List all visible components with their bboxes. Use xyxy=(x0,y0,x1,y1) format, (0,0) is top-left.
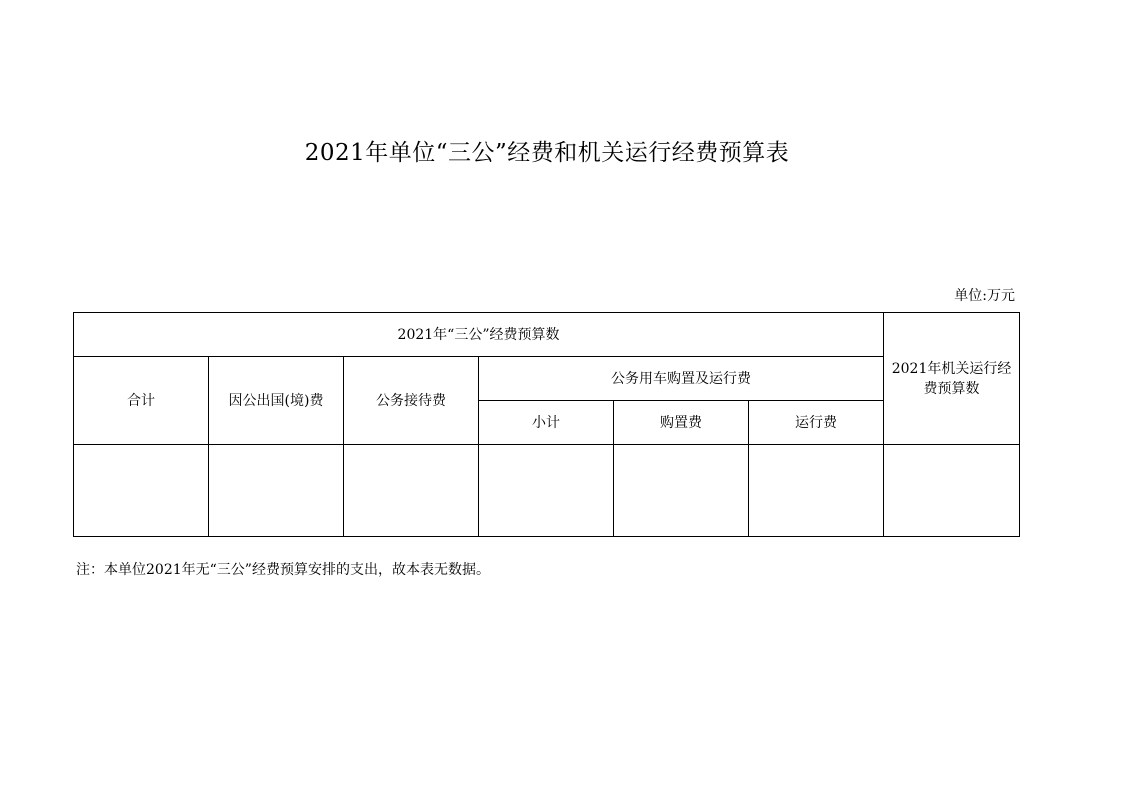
header-reception-expense: 公务接待费 xyxy=(344,357,479,445)
table-header-row-1 xyxy=(74,313,1020,357)
table-cell-abroad xyxy=(209,445,344,537)
header-abroad-expense: 因公出国(境)费 xyxy=(209,357,344,445)
footnote: 注：本单位2021年无“三公”经费预算安排的支出，故本表无数据。 xyxy=(76,562,490,578)
table-cell-operating xyxy=(884,445,1020,537)
header-vehicle-subtotal: 小计 xyxy=(479,401,614,445)
header-operating-budget: 2021年机关运行经费预算数 xyxy=(884,313,1020,445)
header-vehicle-expense: 公务用车购置及运行费 xyxy=(479,357,884,401)
table-header-row-2 xyxy=(74,357,1020,401)
header-vehicle-operation: 运行费 xyxy=(749,401,884,445)
table-cell-vehicle-operation xyxy=(749,445,884,537)
header-total: 合计 xyxy=(74,357,209,445)
header-vehicle-purchase: 购置费 xyxy=(614,401,749,445)
table-cell-total xyxy=(74,445,209,537)
page-title: 2021年单位“三公”经费和机关运行经费预算表 xyxy=(304,140,790,166)
table-cell-reception xyxy=(344,445,479,537)
table-row xyxy=(74,445,1020,537)
table-cell-vehicle-subtotal xyxy=(479,445,614,537)
unit-label: 单位:万元 xyxy=(954,288,1015,304)
header-three-public-budget: 2021年“三公”经费预算数 xyxy=(74,313,884,357)
table-cell-vehicle-purchase xyxy=(614,445,749,537)
budget-table xyxy=(73,312,1020,537)
